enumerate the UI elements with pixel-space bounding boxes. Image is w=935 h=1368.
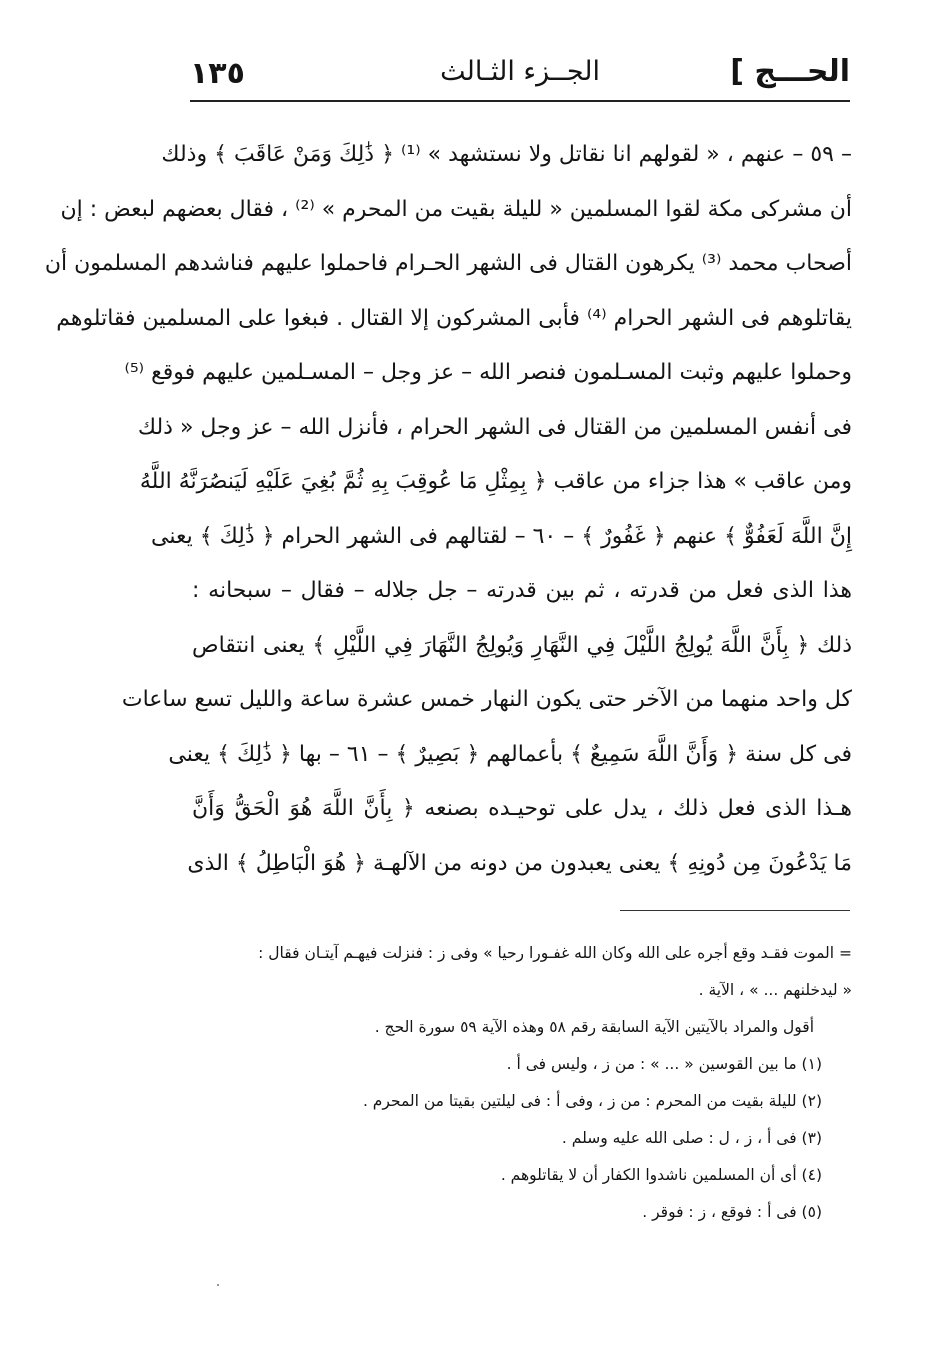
text-line: إِنَّ اللَّهَ لَعَفُوٌّ ﴾ عنهم ﴿ غَفُورٌ ﴾ – ٦٠ – لقتالهم فى الشهر الحرام ﴿ ذَٰلِكَ ﴾ يعنى [150, 523, 852, 549]
page-number: ١٣٥ [190, 56, 245, 91]
text-line: فى كل سنة ﴿ وَأَنَّ اللَّهَ سَمِيعٌ ﴾ بأعمالهم ﴿ بَصِيرٌ ﴾ – ٦١ – بها ﴿ ذَٰلِكَ ﴾ يعنى [168, 741, 852, 767]
header-rule [190, 100, 850, 102]
footnote-separator [620, 910, 850, 911]
running-header [190, 50, 850, 96]
text-line: – ٥٩ – عنهم ، « لقولهم انا نقاتل ولا نستشهد » ⁽¹⁾ ﴿ ذَٰلِكَ وَمَنْ عَاقَبَ ﴾ وذلك [161, 142, 852, 167]
header-part-title: الجــزء الثـالث [440, 56, 600, 87]
scan-speck [217, 1284, 219, 1286]
text-line: هذا الذى فعل من قدرته ، ثم بين قدرته – جل جلاله – فقال – سبحانه : [192, 578, 852, 603]
text-line: مَا يَدْعُونَ مِن دُونِهِ ﴾ يعنى يعبدون من دونه من الآلهـة ﴿ هُوَ الْبَاطِلُ ﴾ الذى [187, 850, 852, 876]
text-line: أن مشركى مكة لقوا المسلمين « لليلة بقيت من المحرم » ⁽²⁾ ، فقال بعضهم لبعض : إن [60, 196, 852, 222]
header-section-title: الحـــج ] [730, 54, 850, 89]
text-line: يقاتلوهم فى الشهر الحرام ⁽⁴⁾ فأبى المشركون إلا القتال . فبغوا على المسلمين فقاتلوهم [56, 305, 852, 331]
footnote-line: (٢) لليلة بقيت من المحرم : من ز ، وفى أ : فى ليلتين بقيتا من المحرم . [362, 1092, 822, 1110]
text-line: فى أنفس المسلمين من القتال فى الشهر الحرام ، فأنزل الله – عز وجل « ذلك [137, 414, 852, 440]
text-line: هـذا الذى فعل ذلك ، يدل على توحيـده بصنعه ﴿ بِأَنَّ اللَّهَ هُوَ الْحَقُّ وَأَنَّ [192, 796, 852, 821]
footnote-line: = الموت فقـد وقع أجره على الله وكان الله غفـورا رحيا » وفى ز : فنزلت فيهـم آيتـان فقال : [258, 944, 852, 962]
footnote-line: (٣) فى أ ، ز ، ل : صلى الله عليه وسلم . [561, 1129, 822, 1147]
text-line: كل واحد منهما من الآخر حتى يكون النهار خمس عشرة ساعة والليل تسع ساعات [121, 687, 852, 712]
footnote-line: (١) ما بين القوسين « ... » : من ز ، وليس فى أ . [506, 1055, 822, 1073]
text-line: وحملوا عليهم وثبت المسـلمون فنصر الله – عز وجل – المسـلمين عليهم فوقع ⁽⁵⁾ [124, 360, 852, 385]
footnote-line: أقول والمراد بالآيتين الآية السابقة رقم ٥٨ وهذه الآية ٥٩ سورة الحج . [374, 1018, 814, 1036]
footnote-line: (٤) أى أن المسلمين ناشدوا الكفار أن لا يقاتلوهم . [500, 1166, 822, 1184]
footnote-line: « ليدخلنهم ... » ، الآية . [698, 981, 852, 999]
footnote-line: (٥) فى أ : فوقع ، ز : فوقر . [642, 1203, 822, 1221]
text-line: أصحاب محمد ⁽³⁾ يكرهون القتال فى الشهر الحـرام فاحملوا عليهم فناشدهم المسلمون أن [44, 251, 852, 276]
main-text [44, 128, 852, 891]
footnotes [180, 935, 852, 1231]
text-line: ومن عاقب » هذا جزاء من عاقب ﴿ بِمِثْلِ مَا عُوقِبَ بِهِ ثُمَّ بُغِيَ عَلَيْهِ لَيَنصُرَنَّهُ اللَّهُ [139, 469, 852, 494]
text-line: ذلك ﴿ بِأَنَّ اللَّهَ يُولِجُ اللَّيْلَ فِي النَّهَارِ وَيُولِجُ النَّهَارَ فِي اللَّيْلِ ﴾ يعنى انتقاص [192, 632, 852, 658]
